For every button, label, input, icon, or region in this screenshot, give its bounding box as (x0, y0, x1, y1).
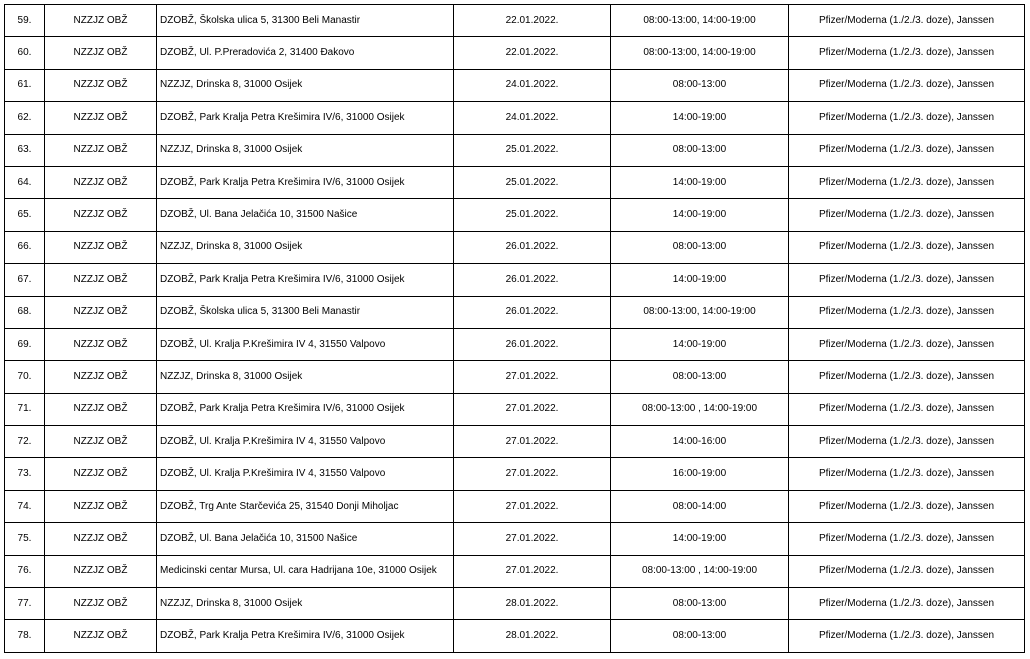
table-row (5, 102, 1025, 134)
vaccine-cell: Pfizer/Moderna (1./2./3. doze), Janssen (789, 199, 1025, 231)
date-cell: 28.01.2022. (454, 620, 611, 652)
table-row (5, 588, 1025, 620)
row-number-cell: 70. (5, 361, 45, 393)
date-cell: 26.01.2022. (454, 328, 611, 360)
hours-cell: 14:00-19:00 (611, 264, 789, 296)
hours-cell: 08:00-13:00 (611, 69, 789, 101)
row-number-cell: 74. (5, 490, 45, 522)
location-cell: NZZJZ, Drinska 8, 31000 Osijek (157, 231, 454, 263)
institution-cell: NZZJZ OBŽ (45, 5, 157, 37)
location-cell: DZOBŽ, Ul. P.Preradovića 2, 31400 Đakovo (157, 37, 454, 69)
location-cell: DZOBŽ, Ul. Kralja P.Krešimira IV 4, 31550 Valpovo (157, 426, 454, 458)
hours-cell: 08:00-13:00, 14:00-19:00 (611, 5, 789, 37)
vaccine-cell: Pfizer/Moderna (1./2./3. doze), Janssen (789, 328, 1025, 360)
table-row (5, 296, 1025, 328)
hours-cell: 08:00-13:00 (611, 134, 789, 166)
location-cell: DZOBŽ, Ul. Bana Jelačića 10, 31500 Našice (157, 523, 454, 555)
vaccination-schedule-table (4, 4, 1025, 653)
vaccine-cell: Pfizer/Moderna (1./2./3. doze), Janssen (789, 426, 1025, 458)
vaccine-cell: Pfizer/Moderna (1./2./3. doze), Janssen (789, 5, 1025, 37)
vaccine-cell: Pfizer/Moderna (1./2./3. doze), Janssen (789, 361, 1025, 393)
vaccine-cell: Pfizer/Moderna (1./2./3. doze), Janssen (789, 490, 1025, 522)
row-number-cell: 68. (5, 296, 45, 328)
institution-cell: NZZJZ OBŽ (45, 166, 157, 198)
table-row (5, 199, 1025, 231)
table-row (5, 458, 1025, 490)
vaccine-cell: Pfizer/Moderna (1./2./3. doze), Janssen (789, 69, 1025, 101)
hours-cell: 08:00-13:00 (611, 620, 789, 652)
institution-cell: NZZJZ OBŽ (45, 588, 157, 620)
date-cell: 27.01.2022. (454, 426, 611, 458)
date-cell: 25.01.2022. (454, 134, 611, 166)
vaccine-cell: Pfizer/Moderna (1./2./3. doze), Janssen (789, 555, 1025, 587)
institution-cell: NZZJZ OBŽ (45, 361, 157, 393)
hours-cell: 08:00-13:00 , 14:00-19:00 (611, 555, 789, 587)
date-cell: 28.01.2022. (454, 588, 611, 620)
row-number-cell: 73. (5, 458, 45, 490)
institution-cell: NZZJZ OBŽ (45, 69, 157, 101)
date-cell: 27.01.2022. (454, 458, 611, 490)
table-row (5, 620, 1025, 652)
vaccine-cell: Pfizer/Moderna (1./2./3. doze), Janssen (789, 37, 1025, 69)
table-row (5, 555, 1025, 587)
institution-cell: NZZJZ OBŽ (45, 523, 157, 555)
date-cell: 24.01.2022. (454, 69, 611, 101)
institution-cell: NZZJZ OBŽ (45, 231, 157, 263)
table-row (5, 426, 1025, 458)
hours-cell: 08:00-13:00 (611, 361, 789, 393)
hours-cell: 14:00-16:00 (611, 426, 789, 458)
institution-cell: NZZJZ OBŽ (45, 37, 157, 69)
row-number-cell: 66. (5, 231, 45, 263)
table-row (5, 393, 1025, 425)
institution-cell: NZZJZ OBŽ (45, 490, 157, 522)
location-cell: DZOBŽ, Trg Ante Starčevića 25, 31540 Donji Miholjac (157, 490, 454, 522)
row-number-cell: 72. (5, 426, 45, 458)
location-cell: DZOBŽ, Ul. Kralja P.Krešimira IV 4, 31550 Valpovo (157, 458, 454, 490)
location-cell: DZOBŽ, Školska ulica 5, 31300 Beli Manastir (157, 296, 454, 328)
date-cell: 26.01.2022. (454, 231, 611, 263)
institution-cell: NZZJZ OBŽ (45, 102, 157, 134)
row-number-cell: 69. (5, 328, 45, 360)
vaccine-cell: Pfizer/Moderna (1./2./3. doze), Janssen (789, 393, 1025, 425)
location-cell: NZZJZ, Drinska 8, 31000 Osijek (157, 69, 454, 101)
hours-cell: 08:00-13:00 , 14:00-19:00 (611, 393, 789, 425)
location-cell: DZOBŽ, Ul. Bana Jelačića 10, 31500 Našice (157, 199, 454, 231)
location-cell: DZOBŽ, Ul. Kralja P.Krešimira IV 4, 31550 Valpovo (157, 328, 454, 360)
table-row (5, 166, 1025, 198)
date-cell: 27.01.2022. (454, 490, 611, 522)
vaccine-cell: Pfizer/Moderna (1./2./3. doze), Janssen (789, 296, 1025, 328)
hours-cell: 14:00-19:00 (611, 102, 789, 134)
row-number-cell: 77. (5, 588, 45, 620)
institution-cell: NZZJZ OBŽ (45, 199, 157, 231)
location-cell: NZZJZ, Drinska 8, 31000 Osijek (157, 134, 454, 166)
hours-cell: 14:00-19:00 (611, 523, 789, 555)
date-cell: 27.01.2022. (454, 555, 611, 587)
institution-cell: NZZJZ OBŽ (45, 555, 157, 587)
hours-cell: 08:00-13:00 (611, 588, 789, 620)
date-cell: 27.01.2022. (454, 361, 611, 393)
date-cell: 22.01.2022. (454, 37, 611, 69)
table-row (5, 361, 1025, 393)
location-cell: DZOBŽ, Park Kralja Petra Krešimira IV/6, 31000 Osijek (157, 393, 454, 425)
vaccine-cell: Pfizer/Moderna (1./2./3. doze), Janssen (789, 588, 1025, 620)
institution-cell: NZZJZ OBŽ (45, 458, 157, 490)
row-number-cell: 64. (5, 166, 45, 198)
row-number-cell: 71. (5, 393, 45, 425)
vaccine-cell: Pfizer/Moderna (1./2./3. doze), Janssen (789, 264, 1025, 296)
institution-cell: NZZJZ OBŽ (45, 296, 157, 328)
location-cell: DZOBŽ, Školska ulica 5, 31300 Beli Manastir (157, 5, 454, 37)
table-row (5, 264, 1025, 296)
location-cell: Medicinski centar Mursa, Ul. cara Hadrijana 10e, 31000 Osijek (157, 555, 454, 587)
location-cell: DZOBŽ, Park Kralja Petra Krešimira IV/6, 31000 Osijek (157, 102, 454, 134)
date-cell: 25.01.2022. (454, 199, 611, 231)
row-number-cell: 67. (5, 264, 45, 296)
table-row (5, 5, 1025, 37)
date-cell: 25.01.2022. (454, 166, 611, 198)
vaccine-cell: Pfizer/Moderna (1./2./3. doze), Janssen (789, 166, 1025, 198)
vaccine-cell: Pfizer/Moderna (1./2./3. doze), Janssen (789, 458, 1025, 490)
location-cell: DZOBŽ, Park Kralja Petra Krešimira IV/6, 31000 Osijek (157, 166, 454, 198)
vaccine-cell: Pfizer/Moderna (1./2./3. doze), Janssen (789, 231, 1025, 263)
row-number-cell: 78. (5, 620, 45, 652)
vaccine-cell: Pfizer/Moderna (1./2./3. doze), Janssen (789, 102, 1025, 134)
institution-cell: NZZJZ OBŽ (45, 620, 157, 652)
hours-cell: 08:00-13:00 (611, 231, 789, 263)
row-number-cell: 76. (5, 555, 45, 587)
hours-cell: 14:00-19:00 (611, 328, 789, 360)
date-cell: 24.01.2022. (454, 102, 611, 134)
vaccine-cell: Pfizer/Moderna (1./2./3. doze), Janssen (789, 134, 1025, 166)
table-row (5, 69, 1025, 101)
hours-cell: 14:00-19:00 (611, 199, 789, 231)
date-cell: 26.01.2022. (454, 264, 611, 296)
date-cell: 27.01.2022. (454, 523, 611, 555)
institution-cell: NZZJZ OBŽ (45, 134, 157, 166)
table-row (5, 490, 1025, 522)
institution-cell: NZZJZ OBŽ (45, 393, 157, 425)
table-row (5, 231, 1025, 263)
row-number-cell: 60. (5, 37, 45, 69)
location-cell: NZZJZ, Drinska 8, 31000 Osijek (157, 588, 454, 620)
location-cell: NZZJZ, Drinska 8, 31000 Osijek (157, 361, 454, 393)
table-row (5, 328, 1025, 360)
date-cell: 22.01.2022. (454, 5, 611, 37)
hours-cell: 16:00-19:00 (611, 458, 789, 490)
row-number-cell: 63. (5, 134, 45, 166)
hours-cell: 08:00-13:00, 14:00-19:00 (611, 296, 789, 328)
date-cell: 26.01.2022. (454, 296, 611, 328)
row-number-cell: 62. (5, 102, 45, 134)
vaccine-cell: Pfizer/Moderna (1./2./3. doze), Janssen (789, 620, 1025, 652)
location-cell: DZOBŽ, Park Kralja Petra Krešimira IV/6, 31000 Osijek (157, 620, 454, 652)
institution-cell: NZZJZ OBŽ (45, 328, 157, 360)
row-number-cell: 61. (5, 69, 45, 101)
table-row (5, 134, 1025, 166)
location-cell: DZOBŽ, Park Kralja Petra Krešimira IV/6, 31000 Osijek (157, 264, 454, 296)
table-row (5, 523, 1025, 555)
row-number-cell: 75. (5, 523, 45, 555)
institution-cell: NZZJZ OBŽ (45, 426, 157, 458)
table-row (5, 37, 1025, 69)
date-cell: 27.01.2022. (454, 393, 611, 425)
row-number-cell: 59. (5, 5, 45, 37)
hours-cell: 14:00-19:00 (611, 166, 789, 198)
hours-cell: 08:00-14:00 (611, 490, 789, 522)
vaccine-cell: Pfizer/Moderna (1./2./3. doze), Janssen (789, 523, 1025, 555)
hours-cell: 08:00-13:00, 14:00-19:00 (611, 37, 789, 69)
institution-cell: NZZJZ OBŽ (45, 264, 157, 296)
vaccination-schedule-sheet (4, 4, 1024, 653)
row-number-cell: 65. (5, 199, 45, 231)
table-body (5, 5, 1025, 653)
